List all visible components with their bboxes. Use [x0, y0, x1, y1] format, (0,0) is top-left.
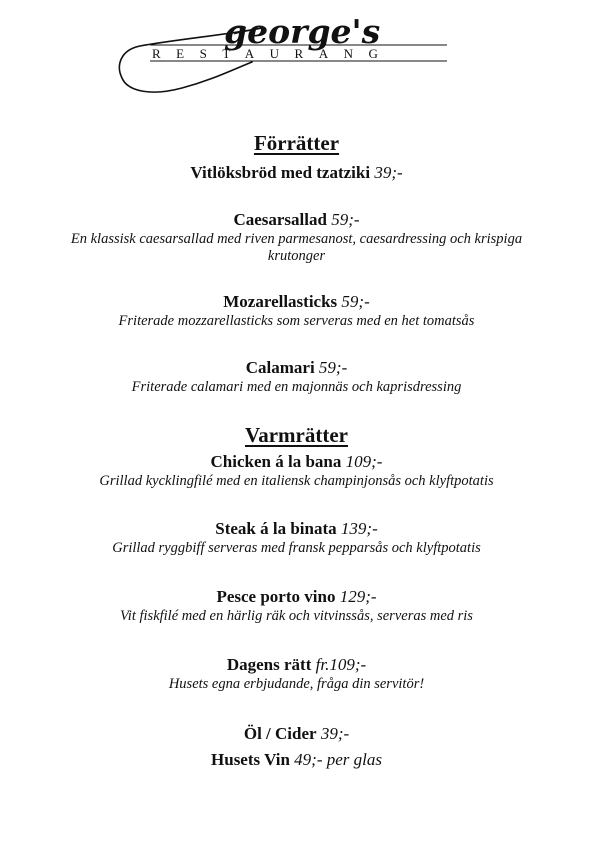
- menu-item: [0, 586, 593, 625]
- logo-subtitle-text: RESTAURANG: [152, 46, 394, 61]
- menu-item: [0, 749, 593, 771]
- item-description: Grillad kycklingfilé med en italiensk champinjonsås och klyftpotatis: [99, 473, 494, 489]
- item-name: Husets Vin: [211, 750, 290, 769]
- section-varmratter: [0, 422, 593, 693]
- item-price: 109;-: [345, 452, 383, 471]
- item-description: Vit fiskfilé med en härlig räk och vitvinssås, serveras med ris: [120, 608, 473, 624]
- item-price: 59;-: [331, 210, 360, 229]
- item-price: 59;-: [318, 358, 348, 377]
- item-name: Chicken á la bana: [210, 452, 342, 471]
- item-description: Husets egna erbjudande, fråga din servitör!: [168, 676, 425, 692]
- menu-item: [0, 654, 593, 693]
- section-forratter: [0, 130, 593, 396]
- item-price: 39;-: [374, 163, 403, 182]
- item-description: Friterade calamari med en majonnäs och kaprisdressing: [131, 379, 462, 395]
- menu-item: [0, 723, 593, 745]
- logo-script-text: george's: [224, 14, 381, 51]
- menu-item: [0, 518, 593, 557]
- item-price: 49;- per glas: [294, 750, 382, 769]
- item-price: 59;-: [341, 292, 370, 311]
- menu: [0, 130, 593, 771]
- item-name: Caesarsallad: [233, 210, 327, 229]
- item-description: Friterade mozzarellasticks som serveras med en het tomatsås: [118, 313, 475, 329]
- item-name: Vitlöksbröd med tzatziki: [190, 163, 371, 182]
- item-price: 139;-: [340, 519, 378, 538]
- menu-item: [0, 209, 593, 265]
- item-name: Dagens rätt: [226, 655, 312, 674]
- menu-item: [0, 451, 593, 490]
- restaurant-logo: [112, 14, 457, 100]
- menu-item: [0, 162, 593, 184]
- menu-item: [0, 291, 593, 330]
- item-name: Mozarellasticks: [223, 292, 338, 311]
- section-title: Förrätter: [253, 131, 340, 155]
- item-description: En klassisk caesarsallad med riven parmesanost, caesardressing och krispiga krutonger: [70, 231, 523, 264]
- item-name: Steak á la binata: [215, 519, 337, 538]
- item-price: 129;-: [339, 587, 377, 606]
- item-name: Calamari: [245, 358, 315, 377]
- section-title: Varmrätter: [244, 423, 348, 447]
- item-name: Öl / Cider: [243, 724, 317, 743]
- menu-item: [0, 357, 593, 396]
- item-name: Pesce porto vino: [216, 587, 336, 606]
- section-drinks: [0, 723, 593, 771]
- item-price: 39;-: [320, 724, 350, 743]
- item-price: fr.109;-: [315, 655, 367, 674]
- item-description: Grillad ryggbiff serveras med fransk pepparsås och klyftpotatis: [112, 540, 481, 556]
